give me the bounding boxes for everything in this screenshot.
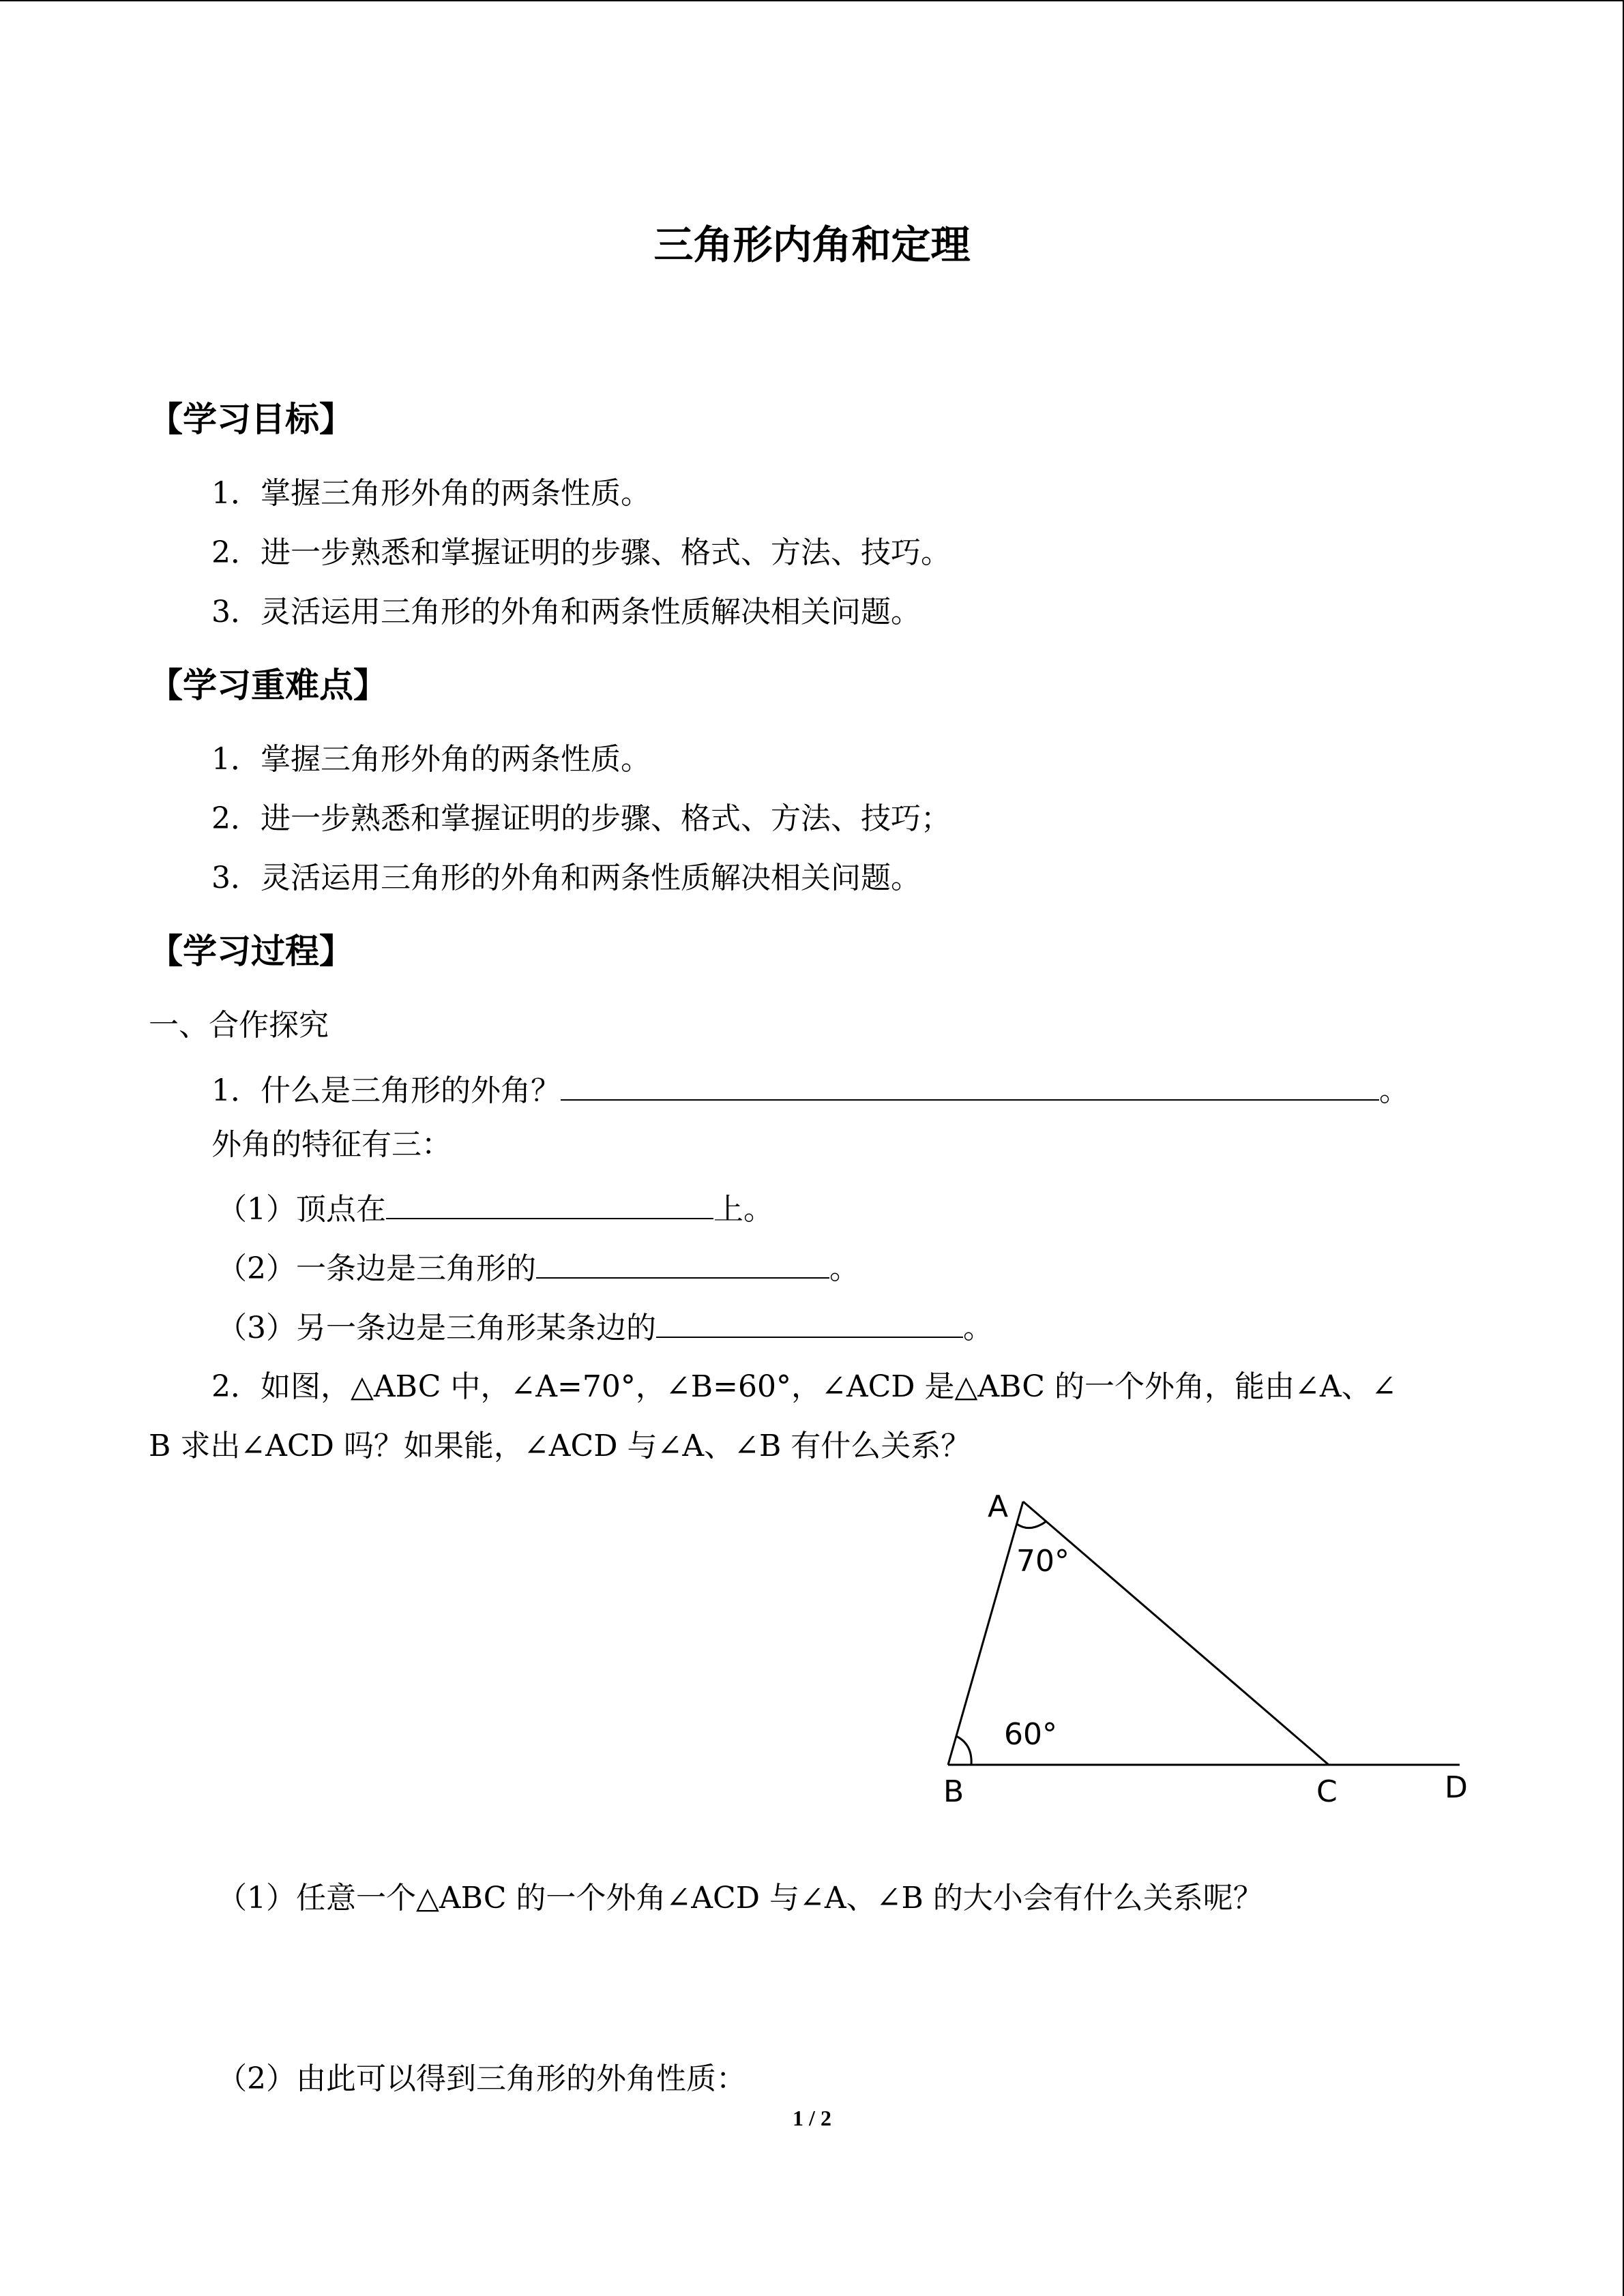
feature-3-pre: （3）另一条边是三角形某条边的: [217, 1311, 656, 1345]
label-a: A: [988, 1489, 1009, 1524]
answer-blank-feature-2[interactable]: [536, 1247, 829, 1279]
feature-2-pre: （2）一条边是三角形的: [217, 1251, 536, 1286]
sub-question-1: （1）任意一个△ABC 的一个外角∠ACD 与∠A、∠B 的大小会有什么关系呢？: [217, 1881, 1263, 1915]
features-intro: 外角的特征有三：: [211, 1127, 452, 1162]
question-1-text: 1．什么是三角形的外角？: [211, 1073, 561, 1108]
triangle-figure: [921, 1487, 1487, 1814]
feature-3-post: 。: [963, 1311, 993, 1345]
feature-3: [217, 1307, 993, 1345]
heading-key-points: 【学习重难点】: [149, 666, 387, 705]
label-c: C: [1316, 1774, 1338, 1809]
heading-process: 【学习过程】: [149, 931, 353, 971]
page-top-border: [0, 0, 1623, 1]
question-2-line-2: B 求出∠ACD 吗？如果能，∠ACD 与∠A、∠B 有什么关系？: [149, 1429, 971, 1463]
feature-1-post: 上。: [713, 1192, 773, 1227]
key-point-item-3: 3．灵活运用三角形的外角和两条性质解决相关问题。: [211, 861, 921, 895]
angle-b-arc: [956, 1736, 971, 1765]
heading-goals: 【学习目标】: [149, 400, 353, 439]
question-1: [211, 1069, 1409, 1107]
goal-item-2: 2．进一步熟悉和掌握证明的步骤、格式、方法、技巧。: [211, 535, 951, 570]
side-ac: [1023, 1502, 1329, 1765]
goal-item-3: 3．灵活运用三角形的外角和两条性质解决相关问题。: [211, 595, 921, 629]
label-d: D: [1445, 1770, 1468, 1805]
feature-2-post: 。: [829, 1251, 859, 1286]
angle-a-arc: [1017, 1521, 1046, 1528]
part-one-title: 一、合作探究: [149, 1008, 329, 1043]
label-b: B: [943, 1774, 964, 1809]
feature-1-pre: （1）顶点在: [217, 1192, 386, 1227]
sub-question-2: （2）由此可以得到三角形的外角性质：: [217, 2061, 746, 2096]
question-1-end: 。: [1379, 1073, 1409, 1108]
feature-1: [217, 1188, 773, 1226]
question-2-line-1: 2．如图，△ABC 中，∠A=70°，∠B=60°，∠ACD 是△ABC 的一个外角，能由∠A、∠: [211, 1369, 1397, 1404]
key-point-item-2: 2．进一步熟悉和掌握证明的步骤、格式、方法、技巧；: [211, 801, 951, 836]
key-point-item-1: 1．掌握三角形外角的两条性质。: [211, 742, 651, 777]
feature-2: [217, 1247, 859, 1285]
angle-a-label: 70°: [1016, 1544, 1069, 1579]
angle-b-label: 60°: [1004, 1717, 1057, 1752]
goal-item-1: 1．掌握三角形外角的两条性质。: [211, 476, 651, 511]
page-number: 1 / 2: [793, 2106, 831, 2130]
answer-blank-1[interactable]: [561, 1069, 1379, 1101]
answer-blank-feature-1[interactable]: [386, 1188, 713, 1219]
answer-blank-feature-3[interactable]: [656, 1307, 963, 1338]
page-title: 三角形内角和定理: [653, 222, 971, 268]
